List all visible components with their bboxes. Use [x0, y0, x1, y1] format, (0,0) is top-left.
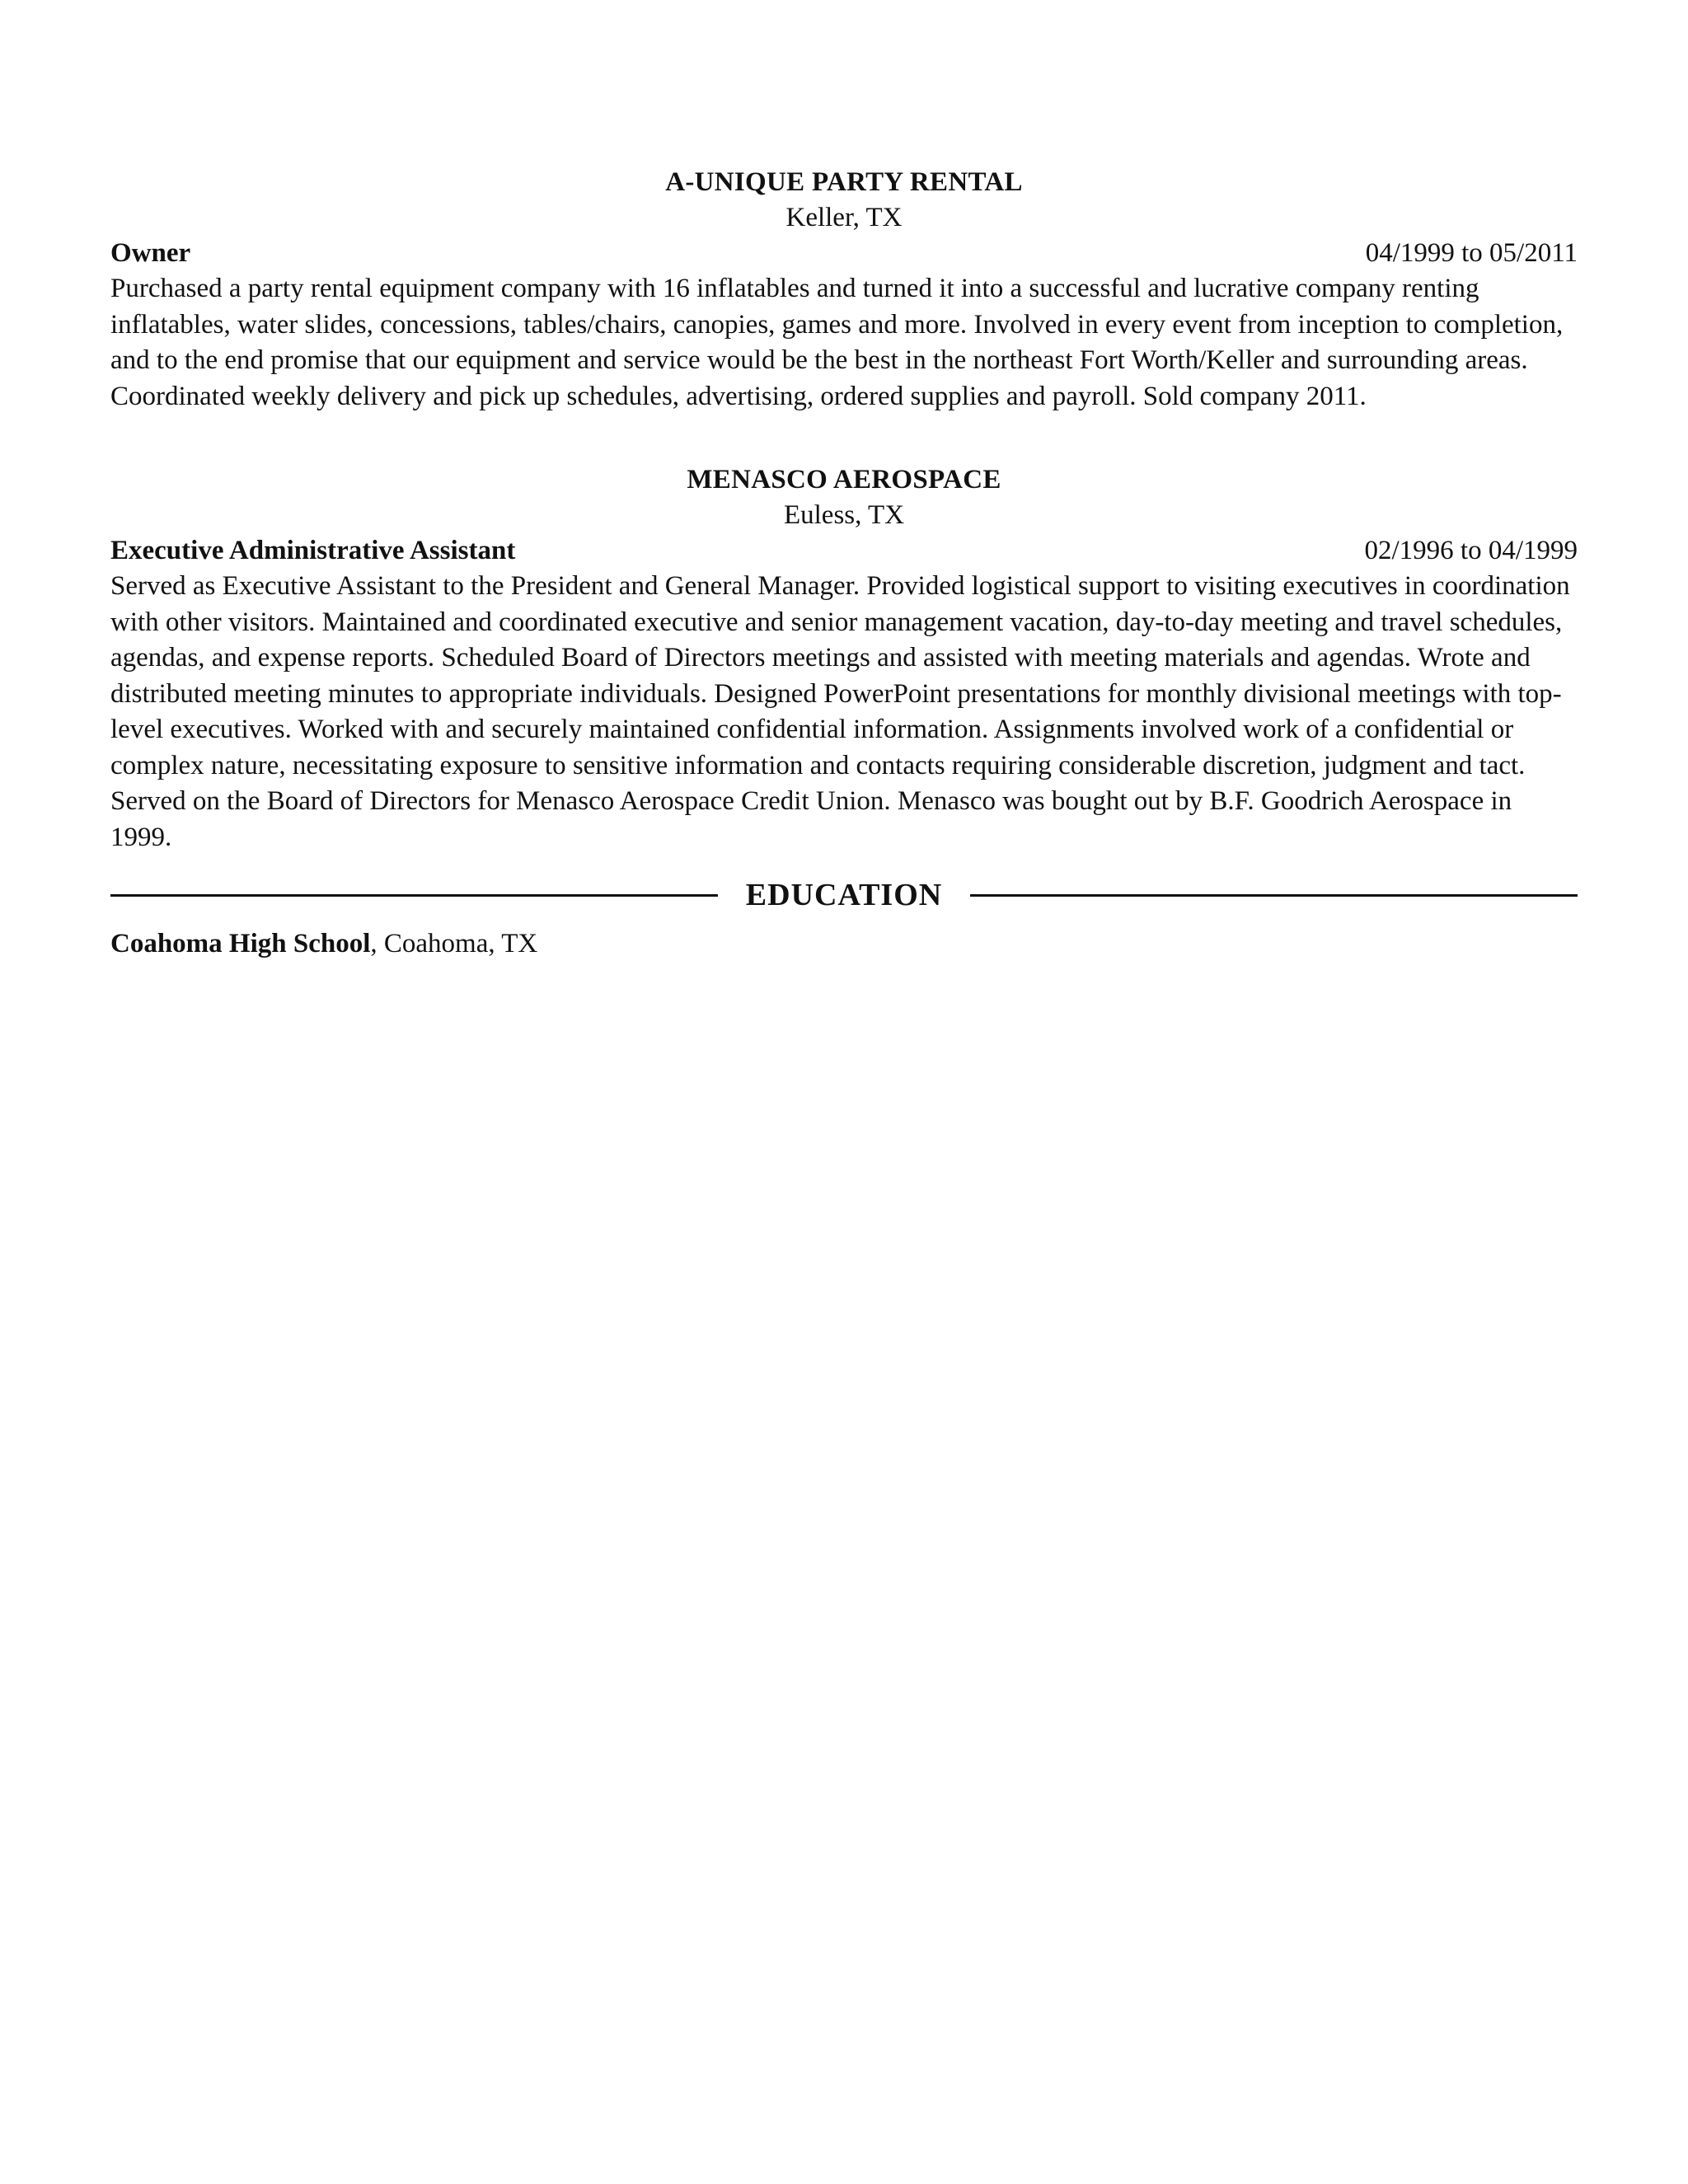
company-location: Euless, TX — [783, 500, 905, 530]
section-divider-right — [970, 894, 1578, 897]
role-row — [110, 533, 1578, 569]
job-description: Served as Executive Assistant to the President and General Manager. Provided logistical support to visiting executives in coordination with other visitors. Maintained and coordinated executive and senior management vacation, day-to-day meeting and travel schedules, agendas, and expense reports. Scheduled Board of Directors meetings and assisted with meeting materials and agendas. Wrote and distributed meeting minutes to appropriate individuals. Designed PowerPoint presentations for monthly divisional meetings with top-level executives. Worked with and securely maintained confidential information. Assignments involved work of a confidential or complex nature, necessitating exposure to sensitive information and contacts requiring considerable discretion, judgment and tact. Served on the Board of Directors for Menasco Aerospace Credit Union. Menasco was bought out by B.F. Goodrich Aerospace in 1999. — [110, 571, 1570, 852]
resume-page — [110, 165, 1578, 962]
role-row — [110, 236, 1578, 271]
section-title: EDUCATION — [745, 878, 943, 912]
school-location: Coahoma, TX — [377, 929, 538, 958]
school-separator: , — [370, 929, 377, 958]
company-name: A-UNIQUE PARTY RENTAL — [665, 167, 1023, 197]
job-dates: 02/1996 to 04/1999 — [1364, 536, 1578, 565]
company-name: MENASCO AEROSPACE — [687, 465, 1001, 494]
education-entry — [110, 926, 1578, 962]
education-section-header — [110, 879, 1578, 912]
school-name: Coahoma High School — [110, 929, 371, 958]
spacer — [110, 415, 1578, 462]
company-location: Keller, TX — [785, 203, 903, 232]
section-divider-left — [110, 894, 718, 897]
job-entry-menasco-aerospace — [110, 462, 1578, 855]
job-dates: 04/1999 to 05/2011 — [1365, 238, 1578, 268]
job-title: Owner — [110, 238, 191, 268]
job-description: Purchased a party rental equipment company with 16 inflatables and turned it into a successful and lucrative company renting inflatables, water slides, concessions, tables/chairs, canopies, games and more. Involved in every event from inception to completion, and to the end promise that our equipment and service would be the best in the northeast Fort Worth/Keller and surrounding areas. Coordinated weekly delivery and pick up schedules, advertising, ordered supplies and payroll. Sold company 2011. — [110, 274, 1564, 411]
job-entry-a-unique-party-rental — [110, 165, 1578, 415]
job-title: Executive Administrative Assistant — [110, 536, 516, 565]
